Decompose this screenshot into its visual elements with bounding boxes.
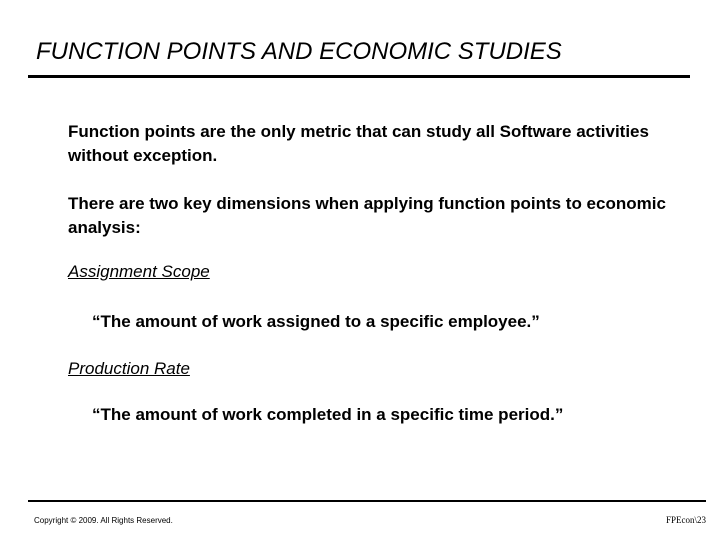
dimensions-paragraph: There are two key dimensions when applying function points to economic analysis:: [68, 194, 666, 237]
footer-divider: [28, 500, 706, 502]
term-production-rate: Production Rate: [68, 359, 190, 378]
intro-paragraph: Function points are the only metric that can study all Software activities without exception.: [68, 122, 649, 165]
slide-title: FUNCTION POINTS AND ECONOMIC STUDIES: [36, 38, 562, 65]
slide-identifier: FPEcon\23: [665, 515, 706, 525]
copyright-notice: Copyright © 2009. All Rights Reserved.: [34, 516, 173, 525]
definition-production-rate: “The amount of work completed in a specific time period.”: [92, 405, 564, 424]
title-divider: [28, 75, 690, 78]
term-assignment-scope: Assignment Scope: [68, 262, 210, 281]
slide-body: [68, 120, 688, 240]
definition-assignment-scope: “The amount of work assigned to a specific employee.”: [92, 312, 540, 331]
